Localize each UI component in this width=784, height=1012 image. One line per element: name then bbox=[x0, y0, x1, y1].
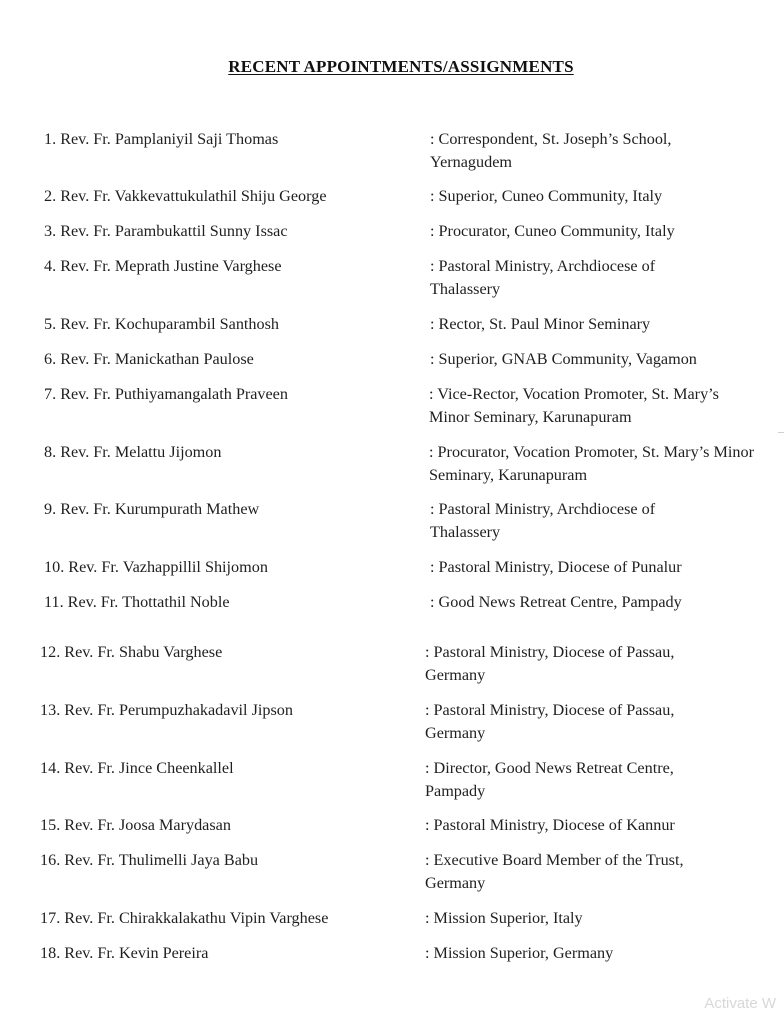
appointee-name: 4. Rev. Fr. Meprath Justine Varghese bbox=[44, 257, 282, 275]
page-edge-mark bbox=[778, 432, 784, 433]
assignment-text: : Pastoral Ministry, Archdiocese of Thalassery bbox=[430, 500, 656, 541]
appointee-name: 18. Rev. Fr. Kevin Pereira bbox=[40, 944, 209, 962]
appointee-name: 13. Rev. Fr. Perumpuzhakadavil Jipson bbox=[40, 701, 293, 719]
appointee-name: 16. Rev. Fr. Thulimelli Jaya Babu bbox=[40, 851, 259, 869]
assignment-text: : Pastoral Ministry, Diocese of Passau, Germany bbox=[425, 643, 675, 684]
activation-watermark: Activate W bbox=[704, 995, 776, 1012]
appointee-name: 1. Rev. Fr. Pamplaniyil Saji Thomas bbox=[44, 130, 279, 148]
assignment-text: : Superior, Cuneo Community, Italy bbox=[430, 187, 663, 205]
appointee-name: 15. Rev. Fr. Joosa Marydasan bbox=[40, 816, 231, 834]
appointee-name: 17. Rev. Fr. Chirakkalakathu Vipin Varghese bbox=[40, 909, 329, 927]
assignment-text: : Procurator, Vocation Promoter, St. Mary’s Minor Seminary, Karunapuram bbox=[429, 443, 754, 484]
appointee-name: 9. Rev. Fr. Kurumpurath Mathew bbox=[44, 500, 260, 518]
page-title: RECENT APPOINTMENTS/ASSIGNMENTS bbox=[228, 57, 574, 76]
assignment-text: : Pastoral Ministry, Diocese of Punalur bbox=[430, 558, 682, 576]
assignment-text: : Executive Board Member of the Trust, Germany bbox=[425, 851, 684, 892]
appointee-name: 14. Rev. Fr. Jince Cheenkallel bbox=[40, 759, 234, 777]
appointee-name: 2. Rev. Fr. Vakkevattukulathil Shiju George bbox=[44, 187, 327, 205]
assignment-text: : Rector, St. Paul Minor Seminary bbox=[430, 315, 651, 333]
assignment-text: : Superior, GNAB Community, Vagamon bbox=[430, 350, 697, 368]
assignment-text: : Good News Retreat Centre, Pampady bbox=[430, 593, 682, 611]
assignment-text: : Mission Superior, Italy bbox=[425, 909, 583, 927]
assignment-text: : Pastoral Ministry, Diocese of Kannur bbox=[425, 816, 675, 834]
appointee-name: 10. Rev. Fr. Vazhappillil Shijomon bbox=[44, 558, 268, 576]
assignment-text: : Procurator, Cuneo Community, Italy bbox=[430, 222, 675, 240]
appointee-name: 11. Rev. Fr. Thottathil Noble bbox=[44, 593, 230, 611]
appointee-name: 5. Rev. Fr. Kochuparambil Santhosh bbox=[44, 315, 279, 333]
assignment-text: : Vice-Rector, Vocation Promoter, St. Mary’s Minor Seminary, Karunapuram bbox=[429, 385, 719, 426]
assignment-text: : Pastoral Ministry, Archdiocese of Thalassery bbox=[430, 257, 656, 298]
assignment-text: : Correspondent, St. Joseph’s School, Yernagudem bbox=[430, 130, 672, 171]
appointee-name: 8. Rev. Fr. Melattu Jijomon bbox=[44, 443, 222, 461]
appointee-name: 7. Rev. Fr. Puthiyamangalath Praveen bbox=[44, 385, 288, 403]
appointee-name: 12. Rev. Fr. Shabu Varghese bbox=[40, 643, 223, 661]
assignment-text: : Mission Superior, Germany bbox=[425, 944, 614, 962]
appointee-name: 3. Rev. Fr. Parambukattil Sunny Issac bbox=[44, 222, 288, 240]
appointee-name: 6. Rev. Fr. Manickathan Paulose bbox=[44, 350, 254, 368]
assignment-text: : Pastoral Ministry, Diocese of Passau, Germany bbox=[425, 701, 675, 742]
assignment-text: : Director, Good News Retreat Centre, Pampady bbox=[425, 759, 674, 800]
